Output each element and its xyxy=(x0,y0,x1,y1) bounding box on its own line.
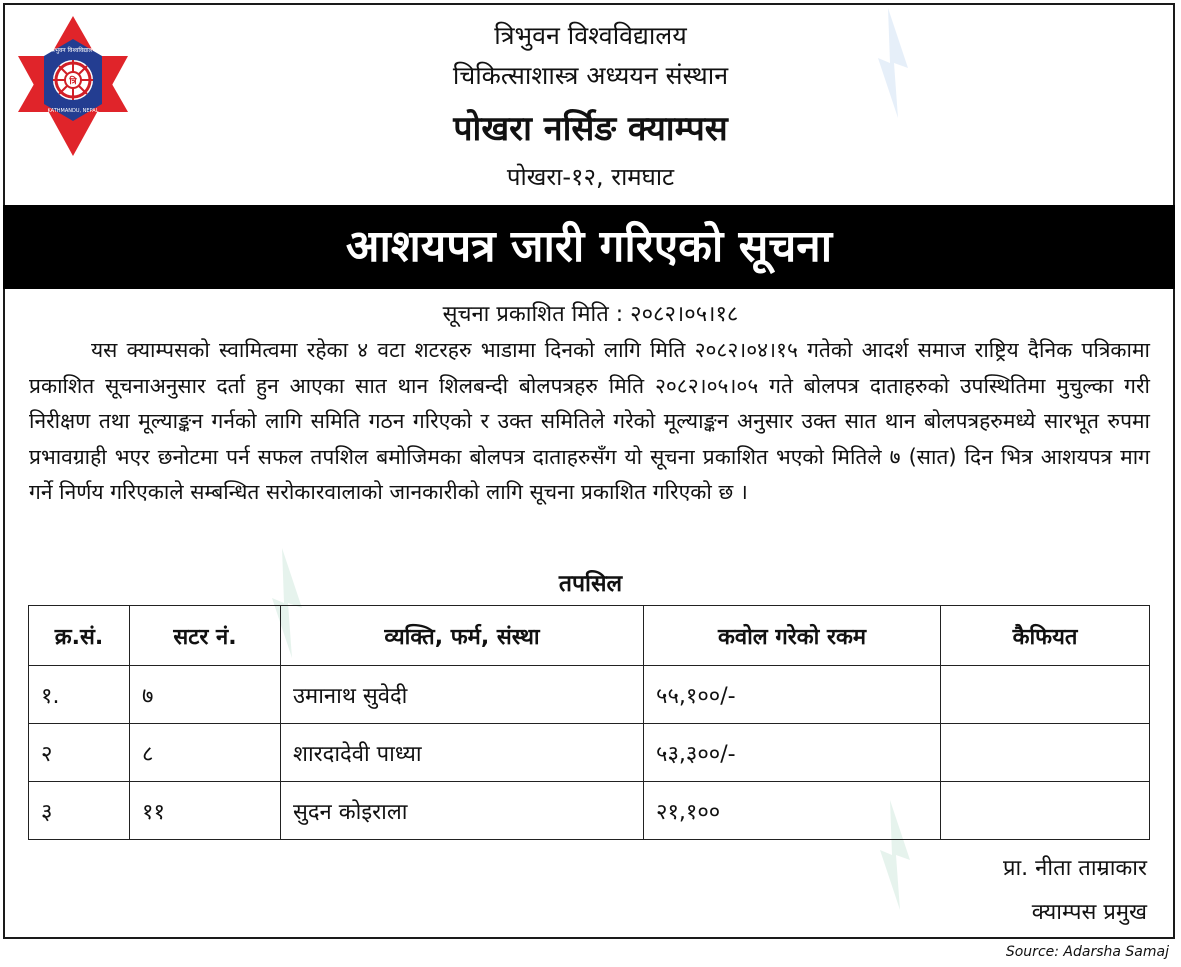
cell-sn: २ xyxy=(29,724,130,782)
table-heading: तपसिल xyxy=(558,571,623,597)
column-header-bid-amount: कवोल गरेको रकम xyxy=(644,606,941,666)
cell-bidder: उमानाथ सुवेदी xyxy=(281,666,644,724)
cell-sn: १. xyxy=(29,666,130,724)
cell-bid-amount: २१,१०० xyxy=(644,782,941,840)
notice-title: आशयपत्र जारी गरिएको सूचना xyxy=(3,205,1175,289)
cell-shutter-no: ८ xyxy=(130,724,281,782)
column-header-sn: क्र.सं. xyxy=(29,606,130,666)
source-credit: Source: Adarsha Samaj xyxy=(1005,944,1169,960)
cell-bid-amount: ५५,१००/- xyxy=(644,666,941,724)
svg-text:KATHMANDU, NEPAL: KATHMANDU, NEPAL xyxy=(47,108,99,114)
university-name: त्रिभुवन विश्वविद्यालय xyxy=(494,21,687,50)
cell-remarks xyxy=(941,666,1150,724)
signatory-name: प्रा. नीता ताम्राकार xyxy=(1002,856,1147,881)
table-header-row xyxy=(29,606,1150,666)
campus-address: पोखरा-१२, रामघाट xyxy=(506,163,675,191)
cell-remarks xyxy=(941,782,1150,840)
svg-text:त्रिभुवन विश्वविद्यालय: त्रिभुवन विश्वविद्यालय xyxy=(49,47,97,54)
cell-shutter-no: ११ xyxy=(130,782,281,840)
cell-bidder: सुदन कोइराला xyxy=(281,782,644,840)
cell-sn: ३ xyxy=(29,782,130,840)
svg-text:त्रि: त्रि xyxy=(69,77,77,87)
notice-body: यस क्याम्पसको स्वामित्वमा रहेका ४ वटा शटरहरु भाडामा दिनको लागि मिति २०८२।०४।१५ गतेको आदर्श समाज राष्ट्रिय दैनिक पत्रिकामा प्रकाशित सूचनाअनुसार दर्ता हुन आएका सात थान शिलबन्दी बोलपत्रहरु मिति २०८२।०५।०५ गते बोलपत्र दाताहरुको उपस्थितिमा मुचुल्का गरी निरीक्षण तथा मूल्याङ्कन गर्नको लागि समिति गठन गरिएको र उक्त समितिले गरेको मूल्याङ्कन अनुसार उक्त सात थान बोलपत्रहरुमध्ये सारभूत रुपमा प्रभावग्राही भएर छनोटमा पर्न सफल तपशिल बमोजिमका बोलपत्र दाताहरुसँग यो सूचना प्रकाशित भएको मितिले ७ (सात) दिन भित्र आशयपत्र माग गर्ने निर्णय गरिएकाले सम्बन्धित सरोकारवालाको जानकारीको लागि सूचना प्रकाशित गरिएको छ । xyxy=(29,338,1150,504)
institute-name: चिकित्साशास्त्र अध्ययन संस्थान xyxy=(452,61,729,90)
signatory-title: क्याम्पस प्रमुख xyxy=(1031,900,1147,925)
column-header-remarks: कैफियत xyxy=(941,606,1150,666)
cell-bid-amount: ५३,३००/- xyxy=(644,724,941,782)
table-row xyxy=(29,724,1150,782)
column-header-shutter-no: सटर नं. xyxy=(130,606,281,666)
bidder-table xyxy=(28,605,1150,840)
campus-name: पोखरा नर्सिङ क्याम्पस xyxy=(453,109,728,149)
table-row xyxy=(29,782,1150,840)
cell-shutter-no: ७ xyxy=(130,666,281,724)
column-header-bidder: व्यक्ति, फर्म, संस्था xyxy=(281,606,644,666)
published-date: सूचना प्रकाशित मिति : २०८२।०५।१८ xyxy=(442,302,739,327)
cell-remarks xyxy=(941,724,1150,782)
table-row xyxy=(29,666,1150,724)
cell-bidder: शारदादेवी पाध्या xyxy=(281,724,644,782)
